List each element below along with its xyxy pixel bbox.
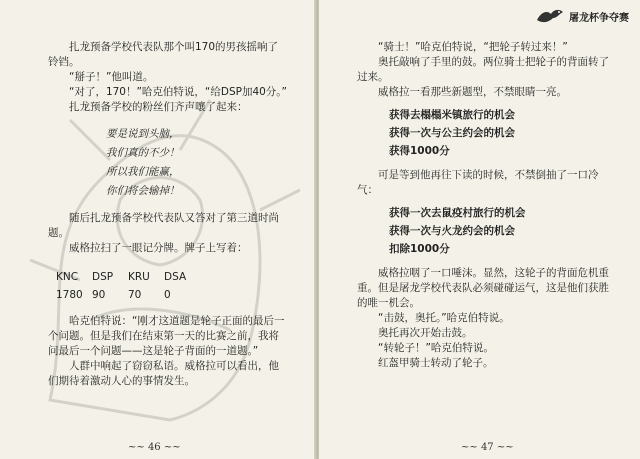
paragraph: “转轮子！”哈克伯特说。 [378,342,494,354]
bold-item: 获得一次与公主约会的机会 [389,127,515,139]
poem-line: 所以我们能赢， [106,166,180,178]
right-text-block [357,40,611,371]
score-value: 0 [164,289,171,301]
paragraph: “掰子！”他叫道。 [69,71,154,83]
paragraph: 奥托敲响了手里的鼓。两位骑士把轮子的背面转了过来。 [357,56,609,83]
page-number: ~~ 46 ~~ [128,442,181,453]
paragraph: 奥托再次开始击鼓。 [378,327,473,339]
score-header: DSA [164,271,187,283]
paragraph: 哈克伯特说：“刚才这道题是轮子正面的最后一个问题。但是我们在结束第一天的比赛之前，我将问最后一个问题——这是轮子背面的一道题。” [48,315,285,357]
dragon-icon [535,6,565,26]
bold-item: 获得去榻榻米镇旅行的机会 [389,109,515,121]
paragraph: 威格拉一看那些新题型，不禁眼睛一亮。 [378,86,567,98]
paragraph: 人群中响起了窃窃私语。威格拉可以看出，他们期待着激动人心的事情发生。 [48,360,279,387]
bold-item: 获得1000分 [389,145,450,157]
score-value-row [48,286,288,304]
score-header-row [48,268,288,286]
poem-line: 我们真的不少！ [106,147,180,159]
score-value: 1780 [56,289,83,301]
scoreboard [48,268,288,304]
running-header [535,6,629,26]
paragraph: 扎龙预备学校的粉丝们齐声嚷了起来： [69,101,248,113]
paragraph: “骑士！”哈克伯特说，“把轮子转过来！” [378,41,568,53]
book-title: 屠龙杯争夺赛 [569,12,629,24]
left-text-block [48,40,288,389]
poem-line: 要是说到头脑， [106,128,180,140]
score-header: DSP [92,271,114,283]
left-page [0,0,317,459]
bold-item: 获得一次与火龙约会的机会 [389,225,515,237]
score-value: 90 [92,289,106,301]
paragraph: 威格拉扫了一眼记分牌。牌子上写着： [69,242,248,254]
poem-line: 你们将会输掉！ [106,185,180,197]
bold-list-2 [357,204,611,258]
paragraph: “击鼓，奥托。”哈克伯特说。 [378,312,510,324]
paragraph: 威格拉咽了一口唾沫。显然，这轮子的背面危机重重。但是屠龙学校代表队必须碰碰运气，这是他们获胜的唯一机会。 [357,267,609,309]
paragraph: “对了，170！”哈克伯特说，“给DSP加40分。” [69,86,287,98]
score-header: KRU [128,271,150,283]
poem [48,125,288,201]
score-value: 70 [128,289,142,301]
bold-item: 扣除1000分 [389,243,450,255]
score-header: KNC [56,271,79,283]
paragraph: 随后扎龙预备学校代表队又答对了第三道时尚题。 [48,212,279,239]
right-page [318,0,640,459]
paragraph: 红盔甲骑士转动了轮子。 [378,357,494,369]
page-number: ~~ 47 ~~ [461,442,514,453]
paragraph: 可是等到他再往下读的时候，不禁倒抽了一口冷气： [357,169,599,196]
paragraph: 扎龙预备学校代表队那个叫170的男孩摇响了铃铛。 [48,41,279,68]
bold-item: 获得一次去鼠疫村旅行的机会 [389,207,526,219]
bold-list-1 [357,106,611,160]
